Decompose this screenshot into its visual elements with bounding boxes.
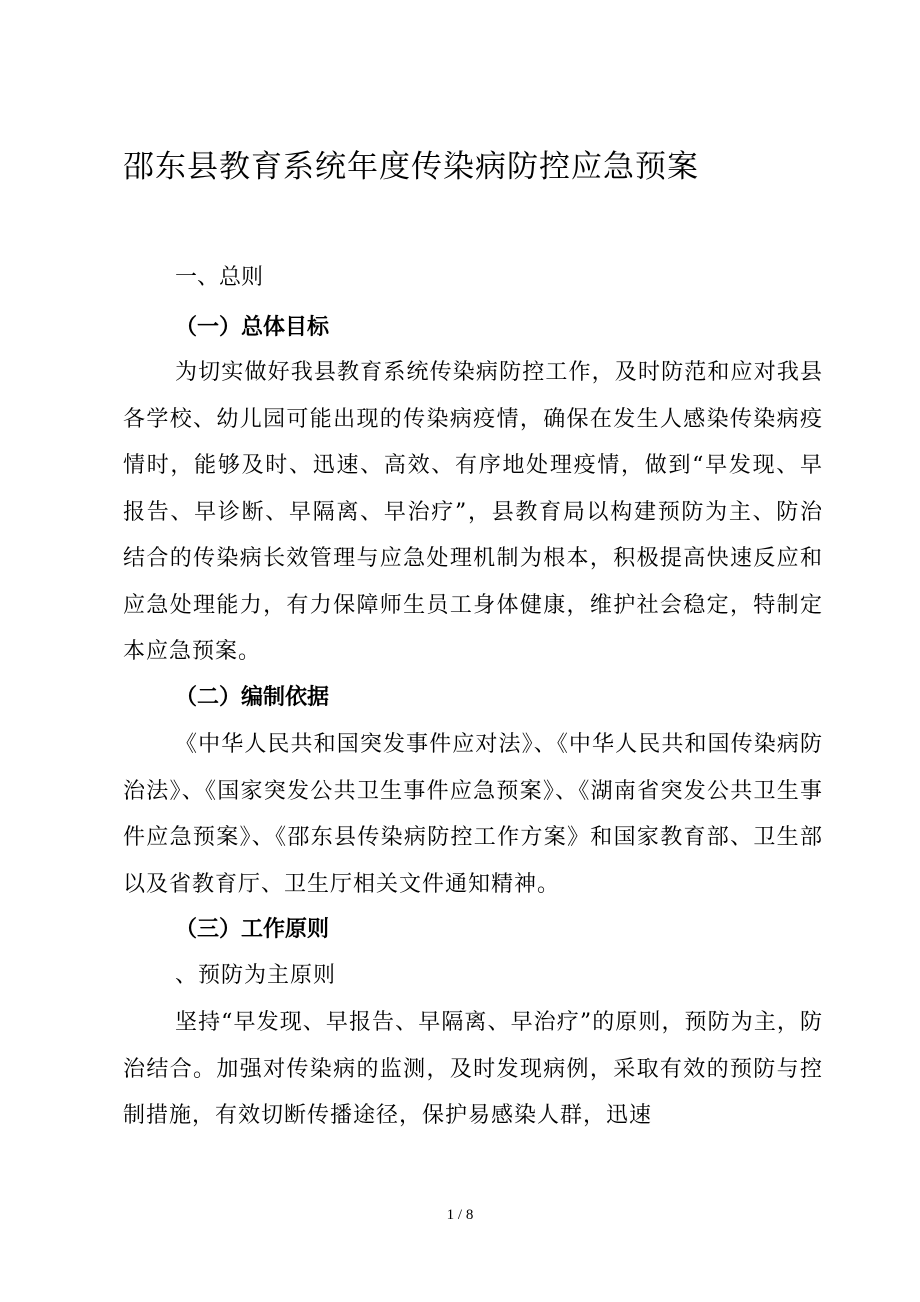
paragraph-overall-goal: 为切实做好我县教育系统传染病防控工作，及时防范和应对我县各学校、幼儿园可能出现的传染病疫情，确保在发生人感染传染病疫情时，能够及时、迅速、高效、有序地处理疫情，做到“早发现、早报告、早诊断、早隔离、早治疗”，县教育局以构建预防为主、防治结合的传染病长效管理与应急处理机制为根本，积极提高快速反应和应急处理能力，有力保障师生员工身体健康，维护社会稳定，特制定本应急预案。: [123, 360, 823, 664]
document-title: 邵东县教育系统年度传染病防控应急预案: [123, 149, 699, 185]
subsection-heading-principles: （三）工作原则: [175, 917, 330, 942]
subsection-heading-basis: （二）编制依据: [175, 685, 330, 710]
page-number: 1 / 8: [446, 1207, 474, 1223]
paragraph-prevention-principle: 坚持“早发现、早报告、早隔离、早治疗”的原则，预防为主，防治结合。加强对传染病的监测，及时发现病例，采取有效的预防与控制措施，有效切断传播途径，保护易感染人群，迅速: [123, 1010, 823, 1128]
paragraph-basis: 《中华人民共和国突发事件应对法》、《中华人民共和国传染病防治法》、《国家突发公共卫生事件应急预案》、《湖南省突发公共卫生事件应急预案》、《邵东县传染病防控工作方案》和国家教育部、卫生部以及省教育厅、卫生厅相关文件通知精神。: [123, 732, 823, 897]
subsection-heading-overall-goal: （一）总体目标: [175, 315, 330, 340]
section-heading-general: 一、总则: [175, 265, 264, 290]
principle-prevention-label: 、预防为主原则: [175, 963, 337, 988]
